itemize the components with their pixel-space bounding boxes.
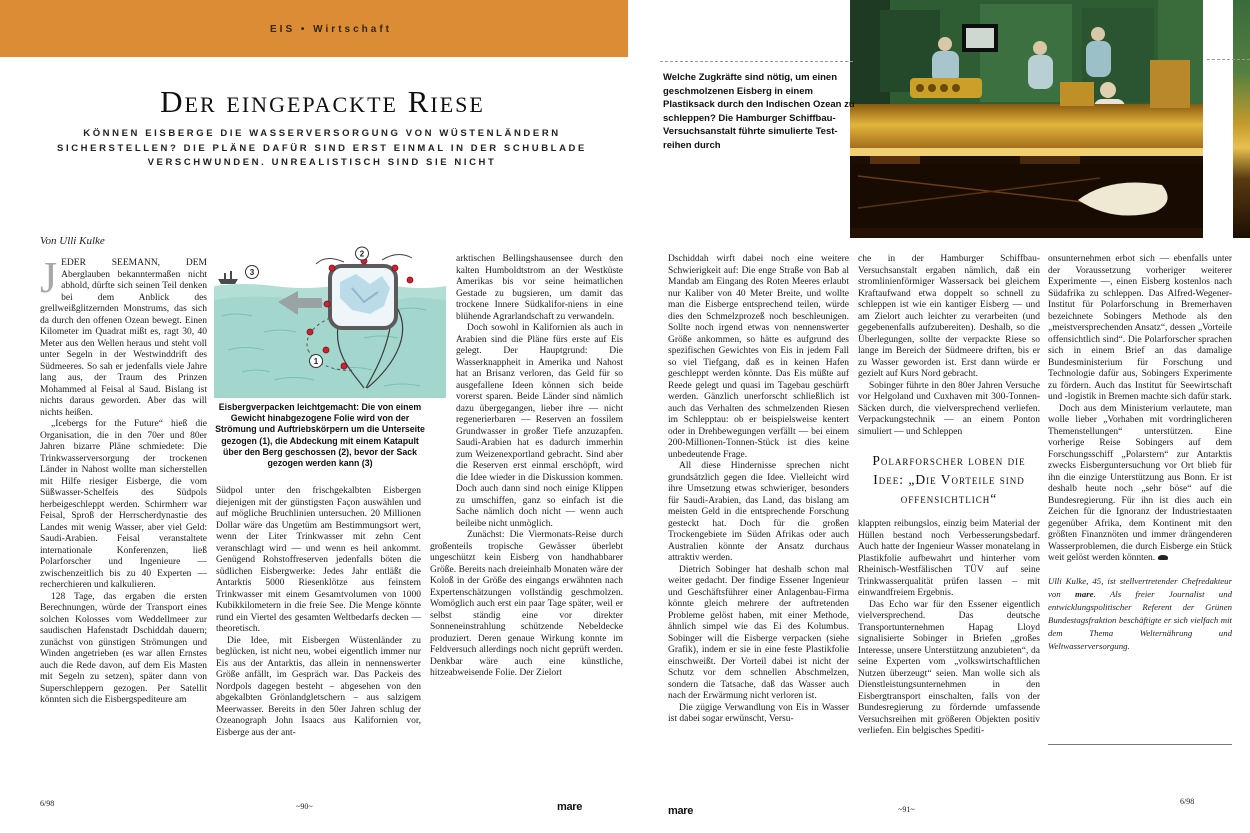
subtitle-line: SICHERSTELLEN? DIE PLÄNE DAFÜR SIND ERST EINMAL IN DER SCHUBLADE — [57, 142, 587, 154]
illustration-caption: Eisbergverpacken leichtgemacht: Die von einem Gewicht hinabgezogene Folie wird von der Strömung und Auftriebskörpern um die Unterseite gezogen (1), die Abdeckung mit einem Katapult über den Berg geschossen (2), bevor der Sack gezogen werden kann (3) — [215, 402, 425, 469]
body-paragraph: arktischen Bellingshausensee durch den kalten Humboldtstrom an der Westküste Amerikas bis vor seine heimatlichen Gestade zu bugsieren, um damit das trockene Innere Südkalifor-niens in eine blühende Agrarlandschaft zu verwandeln. — [456, 254, 623, 322]
body-paragraph: All diese Hindernisse sprechen nicht grundsätzlich gegen die Idee. Vielleicht wird ihre Umsetzung etwas schwieriger, besonders für Saudi-Arabien, das Land, das bislang am meisten Geld in die entsprechende Forschung gesteckt hat. Doch für die großen Trockengebiete im Süden Afrikas oder auch Australien könnte der Ansatz durchaus attraktiv werden. — [668, 461, 849, 563]
body-paragraph: klappten reibungslos, einzig beim Material der Hüllen bestand noch Verbesserungsbedarf. Auch hatte der Ingenieur Wasser monatelang in Plastikfolie aufbewahrt und hinterher vom Rheinisch-Westfälischen TÜV auf seine Trinkwasserqualität prüfen lassen – mit einwandfreiem Ergebnis. — [858, 519, 1040, 598]
illustration-wrap-spacer — [430, 254, 456, 532]
body-column-4 — [668, 254, 849, 810]
magazine-brand: mare — [1074, 588, 1094, 599]
iceberg-packing-illustration — [214, 246, 446, 398]
body-paragraph: Zunächst: Die Viermonats-Reise durch großenteils tropische Gewässer überlebt ungeschützt kein Eisberg von handhabbarer Größe. Bereits nach dreieinhalb Monaten wäre der Koloß in der Größe des eingangs erwähnten nach Expertenschätzungen vollständig geschmolzen. Womöglich auch erst ein paar Tage später, weil er selbst ständig eine vor direkter Sonneneinstrahlung schützende Nebeldecke produziert. Deren genaue Wirkung konnte im Feldversuch allerdings noch nicht geprüft werden. Denkbar wäre auch eine künstliche, hitzeabweisende Folie. Der Zielort — [430, 530, 623, 678]
kicker-label: EIS • Wirtschaft — [270, 24, 392, 35]
subtitle-line: KÖNNEN EISBERGE DIE WASSERVERSORGUNG VON WÜSTENLÄNDERN — [83, 128, 561, 139]
bio-text: Ulli Kulke, 45, ist stellvertretender Chefredakteur von — [1048, 575, 1232, 599]
paragraph-text: Doch aus dem Ministerium verlautete, man wolle lieber „Vorhaben mit vordringlicheren Themenstellungen“ unterstützen. Eine vorherige Reise Sobingers auf dem Forschungsschiff „Polarstern“ zur Antarktis zwecks Eisberguntersuchung vor Ort blieb für ihn die einzige Unterstützung aus Bonn. Er ist deshalb heute noch „sehr böse“ auf die Bundesregierung. Für ihn ist dies auch ein Zeichen für die Ignoranz der Industriestaaten gegenüber Afrika, dem Kontinent mit den größten Finanznöten und immer drängenderen Wasserproblemen, die durch Eisberge ein Stück weit gelöst werden könnten. — [1048, 403, 1232, 563]
body-column-1 — [40, 258, 207, 810]
body-paragraph: Dschiddah wirft dabei noch eine weitere Schwierigkeit auf: Die enge Straße von Bab al Mandab am Eingang des Roten Meeres erlaubt nur Kaliber von 40 Meter Breite, und wollte man die Eisberge entsprechend teilen, würde dies den Schmelzprozeß noch beschleunigen. Sollte noch irgend etwas von nennenswerter Größe ankommen, so hätte es aufgrund des spezifischen Gewichtes von Eis in jedem Fall so viel Tiefgang, daß es in keinen Hafen geschleppt werden könnte. Das Eis müßte auf Reede gelegt und quasi im Tagebau geschürft werden. Gänzlich unerforscht schließlich ist auch das Verhalten des schmelzenden Riesen im Schlepptau: ob er beispielsweise kentert oder in Drehbewegungen verfällt — bei einem 200-Millionen-Tonnen-Stück ist dies keine unbedeutende Frage. — [668, 254, 849, 460]
body-paragraph — [40, 258, 207, 419]
body-column-3 — [430, 254, 623, 810]
drop-cap: J — [40, 258, 58, 302]
illustration-step-label: 2 — [359, 249, 365, 259]
body-paragraph: Die Idee, mit Eisbergen Wüstenländer zu beglücken, ist nicht neu, wobei eigentlich immer nur Eis aus der Antarktis, das allein in nennenswerter Größe anfällt, im Gespräch war. Das Packeis des Nordpols dagegen besteht – abgesehen von den abgekalbten Grönlandgletschern – aus salzigem Meerwasser. Bereits in den 50er Jahren schlug der Ozeanograph John Isaacs aus Kalifornien vor, Eisberge aus der ant- — [216, 635, 421, 738]
body-paragraph — [1048, 404, 1232, 565]
tug-ship — [218, 271, 238, 284]
issue-number-left: 6/98 — [40, 799, 55, 808]
body-paragraph: „Icebergs for the Future“ hieß die Organisation, die in den 70er und 80er Jahren bizarre Pläne schmiedete: Die Trinkwasserversorgung der trockenen Länder in Nahost wollte man sicherstellen mit Hilfe riesiger Eisberge, die vom Süßwasser-Schelfeis des Südpols herbeigeschleppt werden. Schirmherr war Feisal, Sproß der Herrscherdynastie des Landes mit wenig Wasser, aber viel Geld: Saudi-Arabien. Feisal veranstaltete internationale Konferenzen, ließ Polarforscher und Ingenieure — zwischenzeitlich bis zu 40 Experten — recherchieren und kalkulieren. — [40, 419, 207, 590]
bio-divider-rule — [1048, 744, 1232, 745]
bio-text: . Als freier Journalist und entwicklungspolitischer Referent der Grünen Bundestagsfraktion beschäftigte er sich vielfach mit dem Thema Welternährung und Weltwasserversorgung. — [1048, 588, 1232, 651]
mare-logo-right: mare — [668, 805, 694, 817]
body-paragraph: Südpol unter den frischgekalbten Eisbergen diejenigen mit der günstigsten Façon auswählen und auf mögliche Bruchlinien untersuchen. 20 Millionen Dollar wäre das Ungetüm am Bestimmungsort wert, wenn der Liter Trinkwasser mit zehn Cent veranschlagt wird — und wenn es heil ankommt. Genügend Rohstoffreserven jedenfalls böten die südlichen Eisbergwerke: Jedes Jahr entläßt die Antarktis 5000 Riesenklötze aus feinstem Trinkwasser mit einem Gesamtvolumen von 1000 Kubikkilometern in die freie See. Die Menge könnte rund ein Viertel des gesamten Weltbedarfs decken — theoretisch. — [216, 486, 421, 634]
towing-tank-photo — [850, 0, 1203, 238]
pull-quote: Polarforscher loben die Idee: „Die Vorteile sind offensichtlich“ — [872, 453, 1026, 506]
end-of-article-mark-icon — [1158, 555, 1168, 560]
issue-number-right: 6/98 — [1180, 797, 1195, 806]
body-paragraph: Die zügige Verwandlung von Eis in Wasser ist dabei sogar erwünscht, Versu- — [668, 702, 849, 724]
body-paragraph: Doch sowohl in Kalifornien als auch in Arabien sind die Pläne fürs erste auf Eis gelegt. Der Hauptgrund: Die Wasserknappheit in Amerika und Nahost hat an Brisanz verloren, das Geld für so ausgefallene Ideen können sich beide vorerst sparen. Beide Länder sind nämlich dazu übergegangen, lieber ihre — nicht regenerierbaren — Reserven an fossilem Grundwasser in großer Tiefe anzuzapfen. Saudi-Arabien hat es dadurch immerhin zum Weizenexportland gebracht. Sind aber die Reserven erst einmal erschöpft, wird die Idee wieder in die Diskussion kommen. Doch auch dann sind noch einige Klippen zu umschiffen, ganz so einfach ist die Sache nämlich doch nicht — wenn auch beileibe nicht unmöglich. — [456, 323, 623, 529]
author-bio — [1048, 575, 1232, 653]
illustration-step-label: 1 — [313, 357, 319, 366]
subtitle — [22, 127, 622, 171]
byline: Von Ulli Kulke — [40, 235, 105, 247]
body-column-6 — [1048, 254, 1232, 810]
body-paragraph: 128 Tage, das ergaben die ersten Berechnungen, würde der Transport eines solchen Kolosses vom Weddellmeer zur saudischen Hafenstadt Dschiddah dauern; zunächst von günstigen Strömungen und Winden angetrieben (es war allen Ernstes auch die Rede davon, auf dem Eis Masten mit Segeln zu setzen), später dann von Superschleppern gezogen. Per Satellit könnten sich die Eisbergspediteure am — [40, 591, 207, 705]
body-column-2 — [216, 486, 421, 806]
photo-right-sliver — [1233, 0, 1250, 238]
paragraph-text: EDER SEEMANN, DEM Aberglauben bekanntermaßen nicht abhold, dürfte sich seinen Teil denken bei dem Anblick des grellweißglitzernden Monstrums, das sich da durch den offenen Ozean bewegt. Einen Kilometer im Quadrat mißt es, ragt 30, 40 Meter aus den Wellen heraus und steht voll unter Segeln in der Westwinddrift des Südmeeres. So sah er jedenfalls viele Jahre lang aus, der Traum des Prinzen Mohammed al Feisal al Saud. Bislang ist nichts daraus geworden. Aber das will nichts heißen. — [40, 258, 207, 418]
body-paragraph: Dietrich Sobinger hat deshalb schon mal weiter gedacht. Der findige Essener Ingenieur und Geschäftsführer einer Anlagenbau-Firma könnte gleich mehrere der auftretenden Probleme gelöst haben, mit einer Methode, ähnlich simpel wie das Ei des Kolumbus. Sobinger will die Eisberge verpacken (siehe Grafik), indem er sie in eine feste Plastikfolie einschweißt. Der Vorteil dabei ist nicht der Schutz vor dem schnellen Abschmelzen, sondern die Tatsache, daß das Wasser auch nach der Erwärmung nicht verloren ist. — [668, 564, 849, 701]
page-number-right: ~91~ — [898, 805, 915, 814]
subtitle-line: VERSCHWUNDEN. UNREALISTISCH SIND SIE NICHT — [147, 157, 497, 168]
page-title: Der eingepackte Riese — [160, 84, 485, 119]
page-number-left: ~90~ — [296, 802, 313, 811]
caption-rule — [660, 61, 853, 62]
kicker-bar — [0, 0, 628, 57]
body-column-5 — [858, 254, 1040, 810]
body-paragraph: Das Echo war für den Essener eigentlich vielversprechend. Das deutsche Transportunternehmen Hapag Lloyd signalisierte Sobinger in Briefen „großes Interesse, unsere Unterstützung anzubieten“, da seine Experten vom „volkswirtschaftlichen Nutzen überzeugt“ seien. Man wolle sich als Dienstleistungsunternehmen in den Eisbergtransport einschalten, falls von der Bundesregierung zu fördernde umfassende Versuchsreihen mit größeren Objekten positiv verliefen. Ein belgisches Spediti- — [858, 599, 1040, 736]
body-paragraph: Sobinger führte in den 80er Jahren Versuche vor Helgoland und Cuxhaven mit 300-Tonnen-Säcken durch, die vielversprechend verliefen. Verpackungstechnik — an einem Ponton simuliert — und Schleppen — [858, 380, 1040, 437]
body-paragraph: onsunternehmen erbot sich — ebenfalls unter der Voraussetzung vorheriger weiterer Experimente —, einen Eisberg kostenlos nach Südafrika zu schleppen. Das Alfred-Wegener-Institut für Polarforschung in Bremerhaven bezeichnete Sobingers Methode als den „meistversprechenden Ansatz“, dessen „Vorteile offensichtlich sind“. Die Polarforscher sprachen sich in einem Brief an das damalige Bundesministerium für Forschung und Technologie dafür aus, Sobingers Experimente zu fördern. Auch das Institut für Seewirtschaft und -logistik in Bremen machte sich dafür stark. — [1048, 254, 1232, 402]
mare-logo-left: mare — [557, 801, 583, 813]
body-paragraph: che in der Hamburger Schiffbau-Versuchsanstalt ergaben nämlich, daß ein stromlinienförmiger Wassersack bei gleichem Kraftaufwand etwa doppelt so schnell zu schleppen ist wie ein kantiger Eisberg — und am Zielort auch leichter zu verarbeiten (und gegebenenfalls aufzubereiten). Deshalb, so die Überlegungen, sollte der verpackte Riese so lange im Bereich der Südmeere driften, bis er zu Wasser geworden ist. Erst dann würde er gezielt auf Kurs Nord gebracht. — [858, 254, 1040, 379]
caption-rule-right — [1207, 59, 1250, 60]
illustration-step-label: 3 — [249, 268, 255, 277]
photo-caption: Welche Zugkräfte sind nötig, um einen geschmolzenen Eisberg in einem Plastiksack durch den Indischen Ozean zu schleppen? Die Hamburger Schiffbau-Versuchsanstalt führte simulierte Test-reihen durch — [663, 72, 855, 151]
